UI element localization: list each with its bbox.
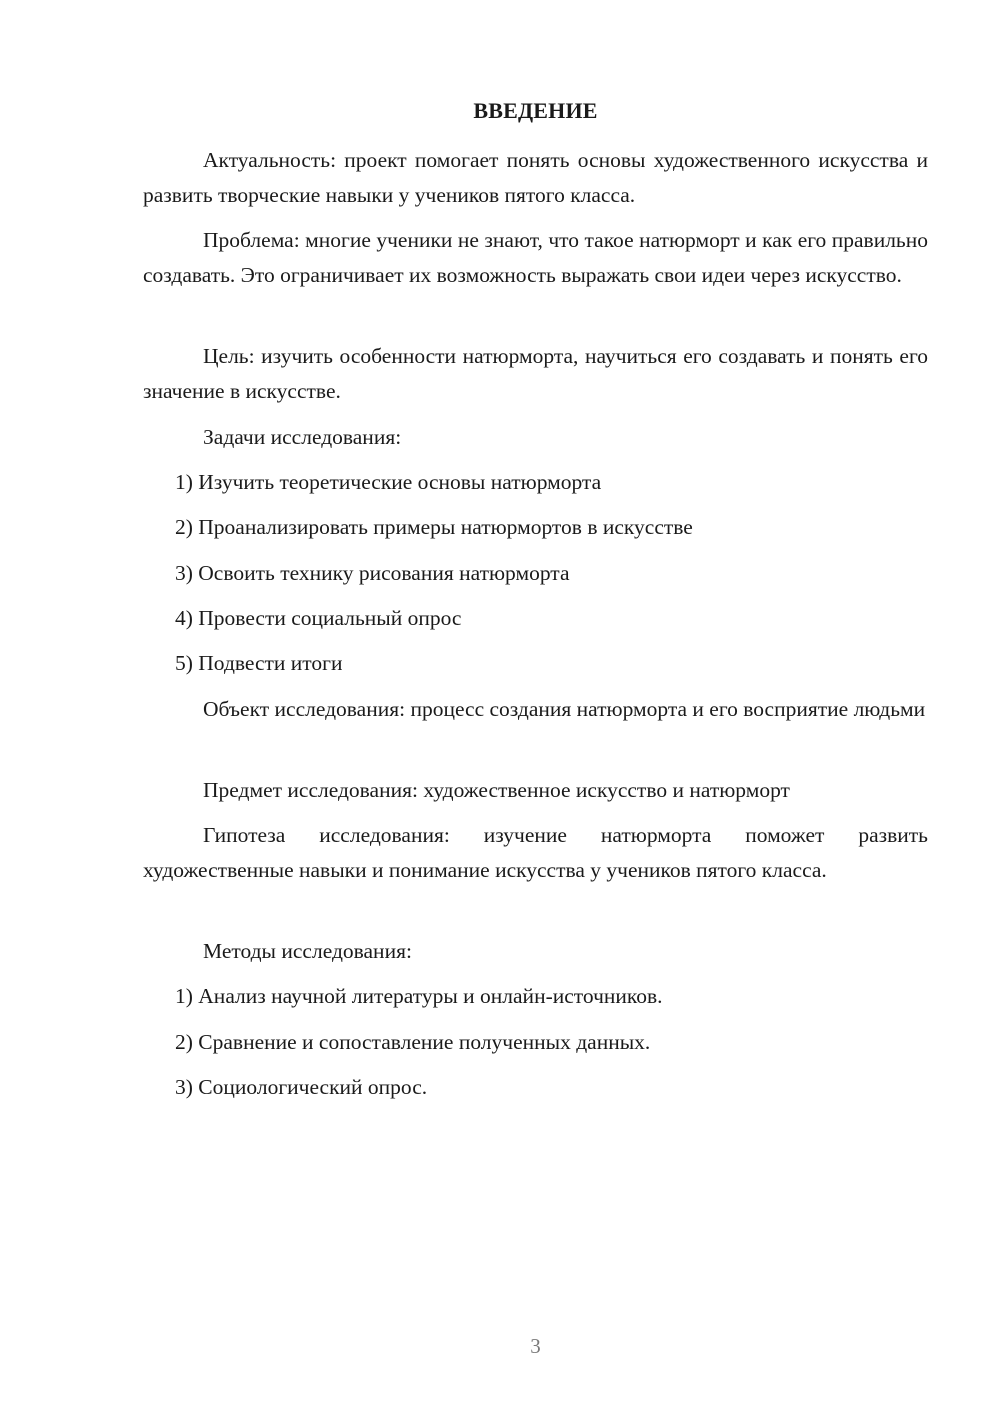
task-item: 3) Освоить технику рисования натюрморта <box>175 561 570 585</box>
hypothesis-paragraph: Гипотеза исследования: изучение натюрморта поможет развить художественные навыки и понимание искусства у учеников пятого класса. <box>143 823 928 882</box>
document-page <box>143 0 928 1414</box>
method-item: 1) Анализ научной литературы и онлайн-источников. <box>175 984 663 1008</box>
problem-paragraph: Проблема: многие ученики не знают, что такое натюрморт и как его правильно создавать. Это ограничивает их возможность выражать свои идеи через искусство. <box>143 228 928 287</box>
task-item: 2) Проанализировать примеры натюрмортов в искусстве <box>175 515 693 539</box>
goal-paragraph: Цель: изучить особенности натюрморта, научиться его создавать и понять его значение в искусстве. <box>143 344 928 403</box>
page-number: 3 <box>530 1334 541 1358</box>
method-item: 3) Социологический опрос. <box>175 1075 428 1099</box>
methods-heading: Методы исследования: <box>203 939 412 963</box>
task-item: 4) Провести социальный опрос <box>175 606 462 630</box>
tasks-heading: Задачи исследования: <box>203 425 402 449</box>
task-item: 1) Изучить теоретические основы натюрморта <box>175 470 602 494</box>
task-item: 5) Подвести итоги <box>175 651 343 675</box>
subject-paragraph: Предмет исследования: художественное искусство и натюрморт <box>203 778 790 802</box>
object-paragraph: Объект исследования: процесс создания натюрморта и его восприятие людьми <box>203 697 926 721</box>
page-title: ВВЕДЕНИЕ <box>473 98 598 123</box>
relevance-paragraph: Актуальность: проект помогает понять основы художественного искусства и развить творческие навыки у учеников пятого класса. <box>143 148 928 207</box>
method-item: 2) Сравнение и сопоставление полученных данных. <box>175 1030 651 1054</box>
